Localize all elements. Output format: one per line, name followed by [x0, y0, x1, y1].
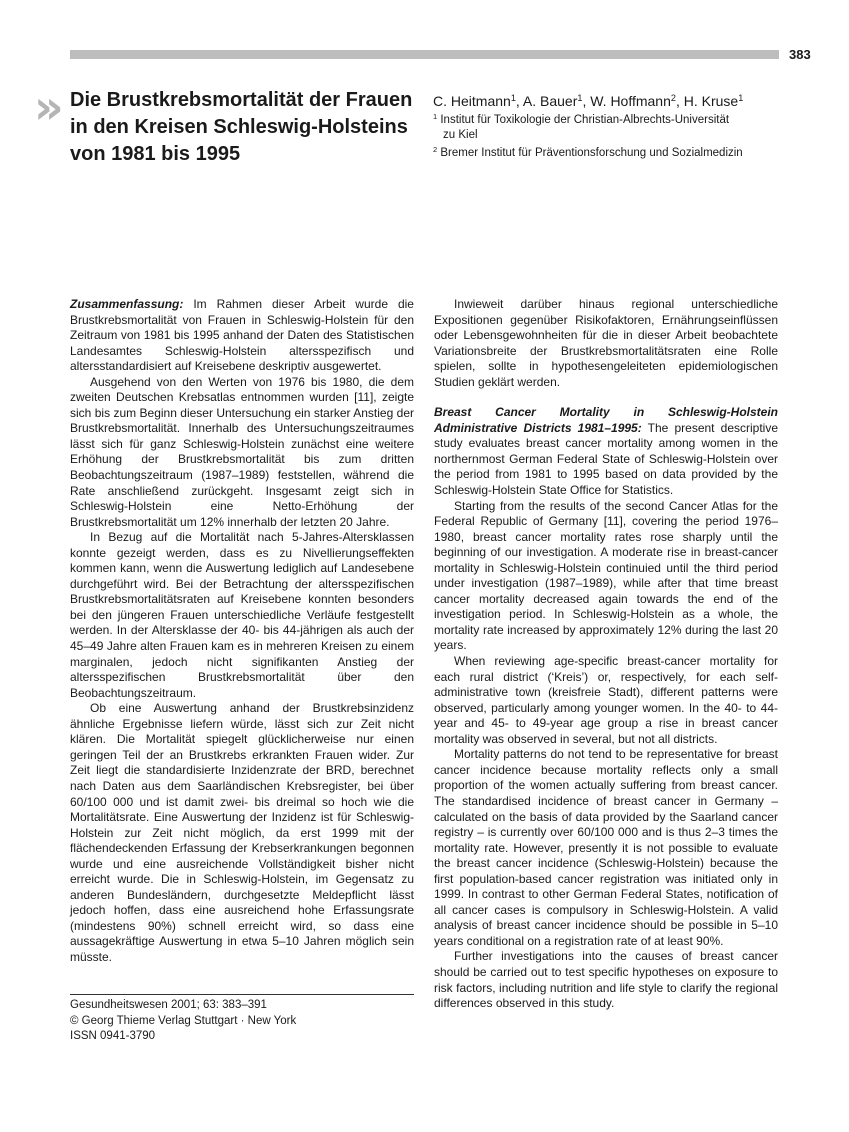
- article-title: Die Brustkrebsmortalität der Frauen in den Kreisen Schleswig-Holsteins von 1981 bis 1995: [70, 89, 413, 165]
- affiliations: [433, 113, 793, 164]
- author-affil-ref: 1: [577, 93, 583, 103]
- abstract-text: Im Rahmen dieser Arbeit wurde die Brustkrebsmortalität von Frauen in Schleswig-Holstein für den Zeitraum von 1981 bis 1995 anhand der Daten des Statistischen Landesamtes Schleswig-Holstein altersspezifisch und altersstandardisiert auf Kreisebene deskriptiv ausgewertet.: [70, 297, 414, 374]
- abstract-paragraph: In Bezug auf die Mortalität nach 5-Jahres-Altersklassen konnte gezeigt werden, dass es zu Nivellierungseffekten kommen kann, wenn die Auswertung lediglich auf Landesebene durchgeführt wird. Bei der Betrachtung der altersspezifischen Brustkrebsmortalitätsraten auf Kreisebene konnten besonders bei den jüngeren Frauen unterschiedliche Verläufe festgestellt werden. In der Altersklasse der 40- bis 44-jährigen als auch der 45–49 Jahre alten Frauen kam es in mehreren Kreisen zu einem marginalen, jedoch nicht signifikanten Anstieg der altersspezifischen Brustkrebsmortalität über den Beobachtungszeitraum.: [70, 530, 414, 700]
- abstract-heading: Zusammenfassung:: [70, 297, 184, 311]
- abstract-paragraph: Ausgehend von den Werten von 1976 bis 1980, die dem zweiten Deutschen Krebsatlas entnommen wurden [11], zeigte sich bis zum Beginn dieser Untersuchung ein starker Anstieg der Brustkrebsmortalität. Innerhalb des Untersuchungszeitraumes lässt sich für ganz Schleswig-Holstein zunächst eine weitere Erhöhung der Brustkrebsmortalität bis zum dritten Beobachtungszeitraum (1987–1989) feststellen, während die Rate anschließend zurückgeht. Insgesamt zeigt sich in Schleswig-Holstein eine Netto-Erhöhung der Brustkrebsmortalität um 12% innerhalb der letzten 20 Jahre.: [70, 374, 414, 529]
- affiliation-text-cont: zu Kiel: [443, 129, 478, 141]
- author-affil-ref: 1: [738, 93, 744, 103]
- abstract-paragraph: [70, 297, 414, 375]
- affiliation-number: 1: [433, 111, 438, 121]
- affiliation-number: 2: [433, 144, 438, 154]
- affiliation-text: Institut für Toxikologie der Christian-Albrechts-Universität: [440, 114, 730, 126]
- citation-footer: [70, 994, 414, 1045]
- journal-citation: Gesundheitswesen 2001; 63: 383–391: [70, 999, 267, 1011]
- author-affil-ref: 2: [670, 93, 676, 103]
- author-affil-ref: 1: [510, 93, 516, 103]
- header-rule: [70, 50, 779, 59]
- decorative-quote-icon: »: [34, 80, 60, 134]
- affiliation: [433, 146, 793, 161]
- author-name: W. Hoffmann: [590, 93, 671, 109]
- abstract-paragraph: Mortality patterns do not tend to be representative for breast cancer incidence because mortality reflects only a small proportion of the women actually suffering from breast cancer. The standardised incidence of breast cancer in Germany – calculated on the basis of data provided by the Saarland cancer registry – is currently over 60/100 000 and is thus 2–3 times the mortality rate. However, presently it is not possible to evaluate the breast cancer incidence (Schleswig-Holstein) because the first population-based cancer registration was initiated only in 1999. In contrast to other German Federal States, notification of all cancer cases is compulsory in Schleswig-Holstein. A valid analysis of breast cancer incidence should be possible in 5–10 years conditional on a registration rate of at least 90%.: [434, 747, 778, 948]
- affiliation: [433, 113, 793, 143]
- abstract-paragraph: Starting from the results of the second Cancer Atlas for the Federal Republic of Germany [11], covering the period 1976–1980, breast cancer mortality rates rose sharply until the beginning of our investigation. A moderate rise in breast-cancer mortality in Schleswig-Holstein continuied until the third period under investigation (1987–1989), while after that time breast cancer mortality decreased again towards the end of the investigation period. In Schleswig-Holstein as a whole, the mortality rate increased by approximately 12% during the last 20 years.: [434, 498, 778, 653]
- abstract-text: The present descriptive study evaluates breast cancer mortality among women in the northernmost German Federal State of Schleswig-Holstein over the period from 1981 to 1995 based on data provided by the Schleswig-Holstein State Office for Statistics.: [434, 420, 778, 498]
- abstract-right-column: [434, 297, 778, 1012]
- abstract-paragraph: Further investigations into the causes of breast cancer should be carried out to test specific hypotheses on exposure to risk factors, including nutrition and life style to clarify the regional differences observed in this study.: [434, 949, 778, 1011]
- abstract-heading: Breast Cancer Mortality in Schleswig-Holstein Administrative Districts 1981–1995:: [434, 405, 778, 435]
- publisher-line: © Georg Thieme Verlag Stuttgart · New York: [70, 1014, 297, 1027]
- abstract-paragraph: [434, 405, 778, 498]
- issn-line: ISSN 0941-3790: [70, 1030, 156, 1042]
- abstract-german: [70, 297, 414, 966]
- affiliation-text: Bremer Institut für Präventionsforschung und Sozialmedizin: [440, 147, 743, 159]
- author-list: C. Heitmann$^1$, A. Bauer$^1$, W. Hoffmann$^2$, H. Kruse$^1$: [433, 93, 744, 109]
- abstract-paragraph: Ob eine Auswertung anhand der Brustkrebsinzidenz ähnliche Ergebnisse liefern würde, lässt sich zur Zeit nicht klären. Die Mortalität spiegelt glücklicherweise nur einen geringen Teil der an Brustkrebs erkrankten Frauen wider. Zur Zeit liegt die standardisierte Inzidenzrate der BRD, berechnet nach Daten aus dem Saarländischen Krebsregister, bei über 60/100 000 und ist damit zwei- bis dreimal so hoch wie die Mortalitätsrate. Eine Auswertung der Inzidenz ist für Schleswig-Holstein zur Zeit nicht möglich, da erst 1999 mit der flächendeckenden Erfassung der Krebserkrankungen begonnen wurde und eine ausreichende Vollständigkeit bisher nicht erreicht wurde. Die in Schleswig-Holstein, im Gegensatz zu anderen Bundesländern, durchgesetzte Meldepflicht lässt jedoch hoffen, dass eine ausreichend hohe Erfassungsrate (mindestens 90%) schnell erreicht wird, so dass eine aussagekräftige Auswertung in etwa 5–10 Jahren möglich sein müsste.: [70, 701, 414, 964]
- abstract-paragraph: Inwieweit darüber hinaus regional unterschiedliche Expositionen gegenüber Risikofaktoren, Ernährungseinflüssen oder Lebensgewohnheiten für die in dieser Arbeit beobachtete Variationsbreite der Brustkrebsmortalitätsraten eine Rolle spielen, sollte in hypothesengeleiteten epidemiologischen Studien geklärt werden.: [434, 297, 778, 389]
- abstract-paragraph: When reviewing age-specific breast-cancer mortality for each rural district (‘Kreis’) or, respectively, for each self-administrative town (kreisfreie Stadt), different patterns were observed, particularly among younger women. In the 40- to 44-year and 45- to 49-year age group a rise in breast cancer mortality was observed in several, but not all districts.: [434, 654, 778, 746]
- page-number: 383: [789, 47, 811, 62]
- author-name: H. Kruse: [683, 93, 739, 109]
- author-name: C. Heitmann: [433, 93, 511, 109]
- author-name: A. Bauer: [522, 93, 578, 109]
